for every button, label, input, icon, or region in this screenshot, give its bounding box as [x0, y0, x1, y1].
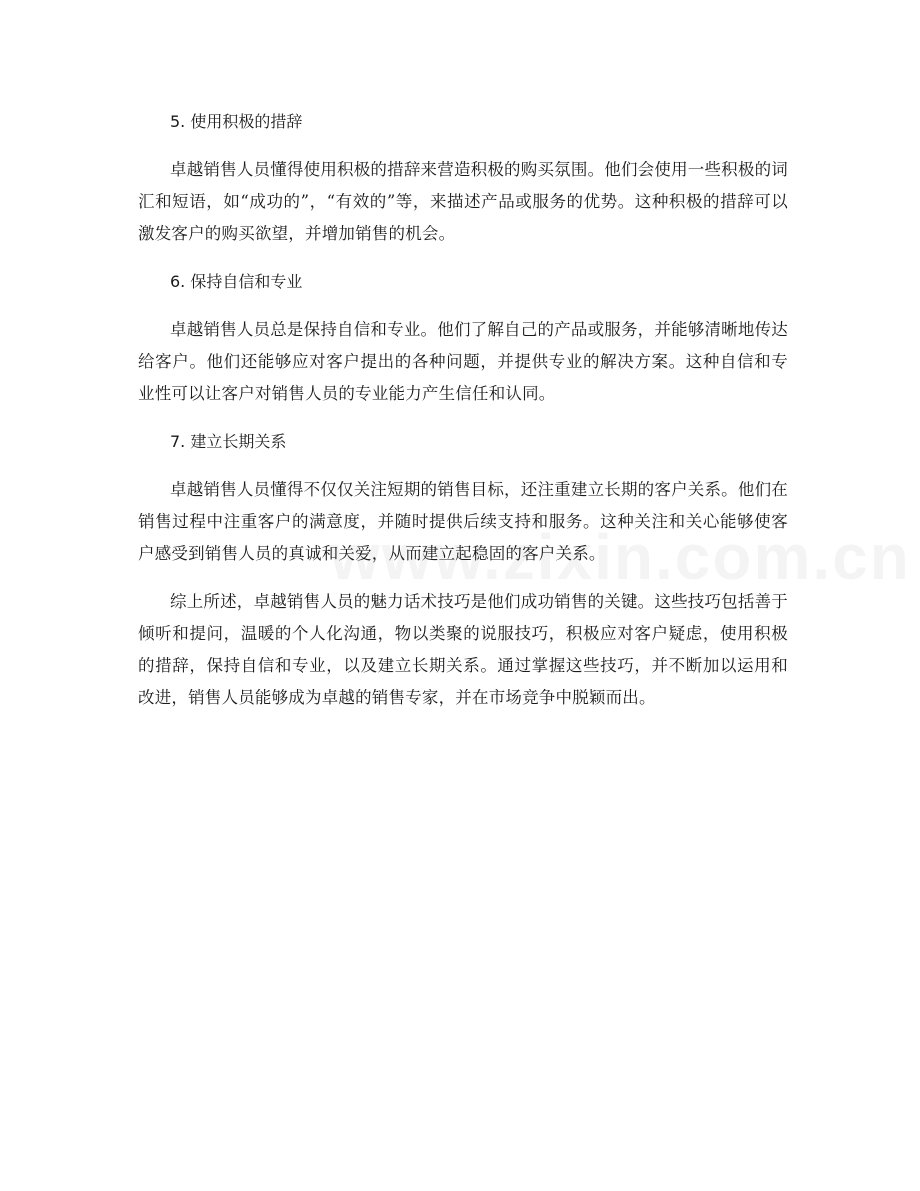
document-content: [138, 106, 788, 730]
section-body-5: 卓越销售人员懂得使用积极的措辞来营造积极的购买氛围。他们会使用一些积极的词汇和短语，如“成功的”，“有效的”等，来描述产品或服务的优势。这种积极的措辞可以激发客户的购买欲望，并增加销售的机会。: [138, 160, 788, 243]
section-body-6: 卓越销售人员总是保持自信和专业。他们了解自己的产品或服务，并能够清晰地传达给客户。他们还能够应对客户提出的各种问题，并提供专业的解决方案。这种自信和专业性可以让客户对销售人员的专业能力产生信任和认同。: [138, 320, 788, 403]
section-heading-7: 7. 建立长期关系: [170, 432, 287, 451]
conclusion-paragraph: 综上所述，卓越销售人员的魅力话术技巧是他们成功销售的关键。这些技巧包括善于倾听和提问，温暖的个人化沟通，物以类聚的说服技巧，积极应对客户疑虑，使用积极的措辞，保持自信和专业，以及建立长期关系。通过掌握这些技巧，并不断加以运用和改进，销售人员能够成为卓越的销售专家，并在市场竞争中脱颖而出。: [138, 592, 788, 707]
section-heading-5: 5. 使用积极的措辞: [170, 112, 303, 131]
section-body-7: 卓越销售人员懂得不仅仅关注短期的销售目标，还注重建立长期的客户关系。他们在销售过程中注重客户的满意度，并随时提供后续支持和服务。这种关注和关心能够使客户感受到销售人员的真诚和关爱，从而建立起稳固的客户关系。: [138, 480, 788, 563]
section-heading-6: 6. 保持自信和专业: [170, 272, 303, 291]
